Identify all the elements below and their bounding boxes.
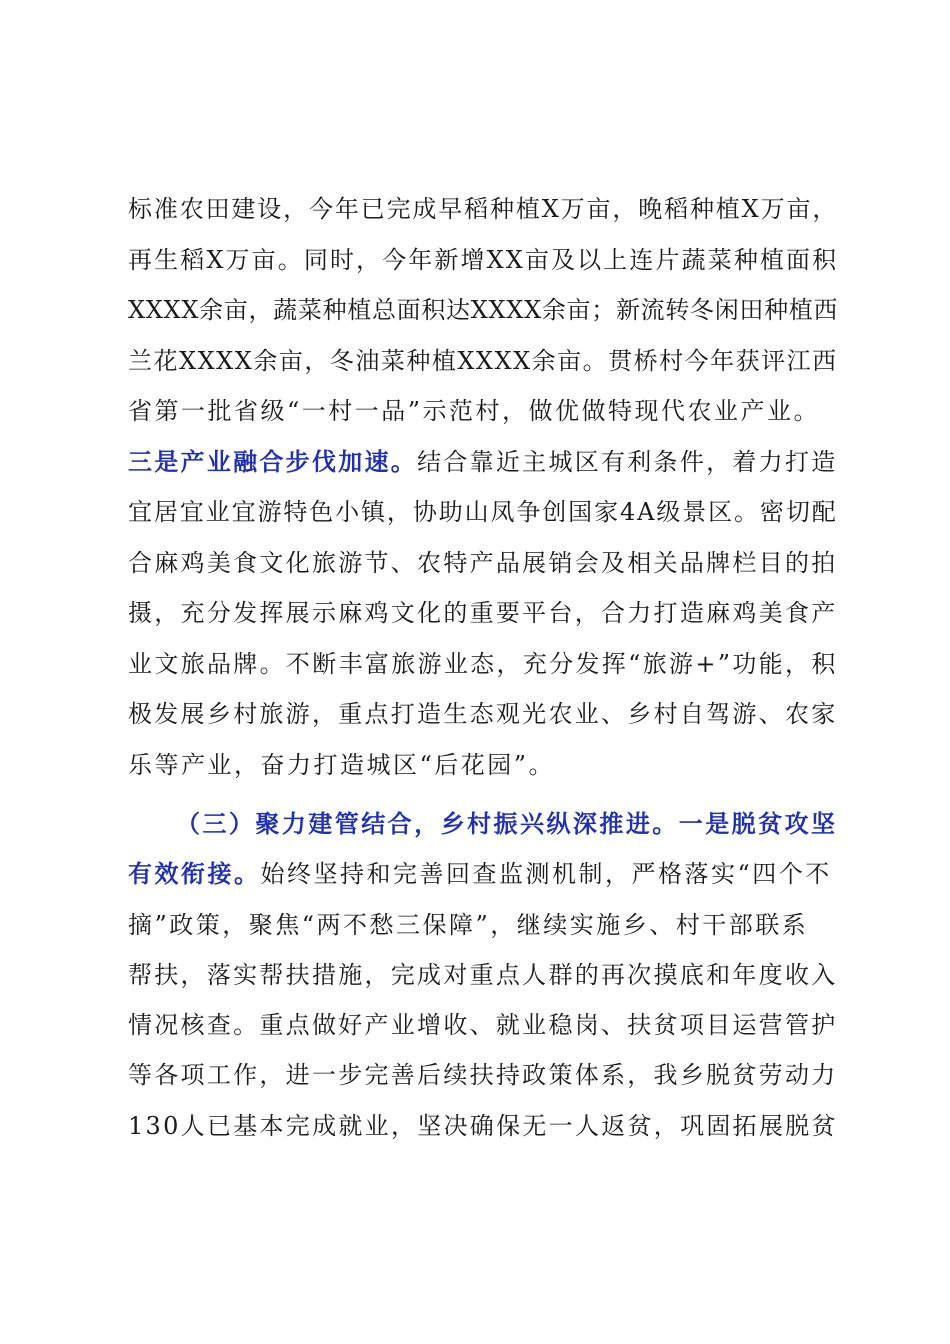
- text-line: [128, 1101, 838, 1151]
- text-line: [128, 235, 838, 286]
- text-line: [128, 799, 838, 849]
- body-text: XXXX余亩，蔬菜种植总面积达XXXX余亩；新流转冬闲田种植西: [128, 296, 839, 324]
- text-line: [128, 950, 838, 1000]
- body-text: 再生稻X万亩。同时，今年新增XX亩及以上连片蔬菜种植面积: [128, 245, 839, 274]
- body-text: 标准农田建设，今年已完成早稻种植X万亩，晚稻种植X万亩，: [128, 195, 839, 223]
- body-text: 摘”政策，聚焦“两不愁三保障”，继续实施乡、村干部联系: [128, 910, 809, 939]
- text-line: [128, 487, 838, 538]
- body-text: 宜居宜业宜游特色小镇，协助山凤争创国家4A级景区。密切配: [128, 498, 838, 526]
- text-line: [128, 386, 838, 437]
- body-text: 摄，充分发挥展示麻鸡文化的重要平台，合力打造麻鸡美食产: [128, 599, 838, 627]
- text-line: [128, 538, 838, 589]
- body-text: 极发展乡村旅游，重点打造生态观光农业、乡村自驾游、农家: [128, 700, 838, 728]
- text-line: [128, 184, 838, 235]
- text-line: [128, 285, 838, 336]
- text-line: [128, 900, 838, 950]
- paragraph-rural-revitalization: [128, 799, 838, 1151]
- text-line: [128, 588, 838, 639]
- body-text: 合麻鸡美食文化旅游节、农特产品展销会及相关品牌栏目的拍: [128, 548, 838, 577]
- text-line: [128, 336, 838, 387]
- text-line: [128, 689, 838, 740]
- body-text: 兰花XXXX余亩，冬油菜种植XXXX余亩。贯桥村今年获评江西: [128, 346, 838, 375]
- body-text: 结合靠近主城区有利条件，着力打造: [417, 447, 838, 476]
- text-line: [128, 639, 838, 690]
- body-text: 乐等产业，奋力打造城区“后花园”。: [128, 750, 556, 779]
- body-text: 省第一批省级“一村一品”示范村，做优做特现代农业产业。: [128, 397, 821, 425]
- text-line: [128, 849, 838, 899]
- text-line: [128, 437, 838, 488]
- body-text: 130人已基本完成就业，坚决确保无一人返贫，巩固拓展脱贫: [128, 1111, 838, 1140]
- body-text: 始终坚持和完善回查监测机制，严格落实“四个不: [260, 860, 832, 889]
- body-text: 业文旅品牌。不断丰富旅游业态，充分发挥“旅游+”功能，积: [128, 649, 838, 678]
- body-text: 情况核查。重点做好产业增收、就业稳岗、扶贫项目运营管护: [128, 1011, 838, 1040]
- highlighted-text: 有效衔接。: [128, 859, 261, 889]
- body-text: 帮扶，落实帮扶措施，完成对重点人群的再次摸底和年度收入: [128, 960, 838, 989]
- text-line: [128, 740, 838, 791]
- highlighted-text: （三）聚力建管结合，乡村振兴纵深推进。一是脱贫攻坚: [176, 809, 838, 838]
- text-line: [128, 1050, 838, 1100]
- body-text: 等各项工作，进一步完善后续扶持政策体系，我乡脱贫劳动力: [128, 1061, 838, 1090]
- paragraph-agriculture-tourism: [128, 184, 838, 790]
- text-line: [128, 1000, 838, 1050]
- highlighted-text: 三是产业融合步伐加速。: [128, 446, 418, 476]
